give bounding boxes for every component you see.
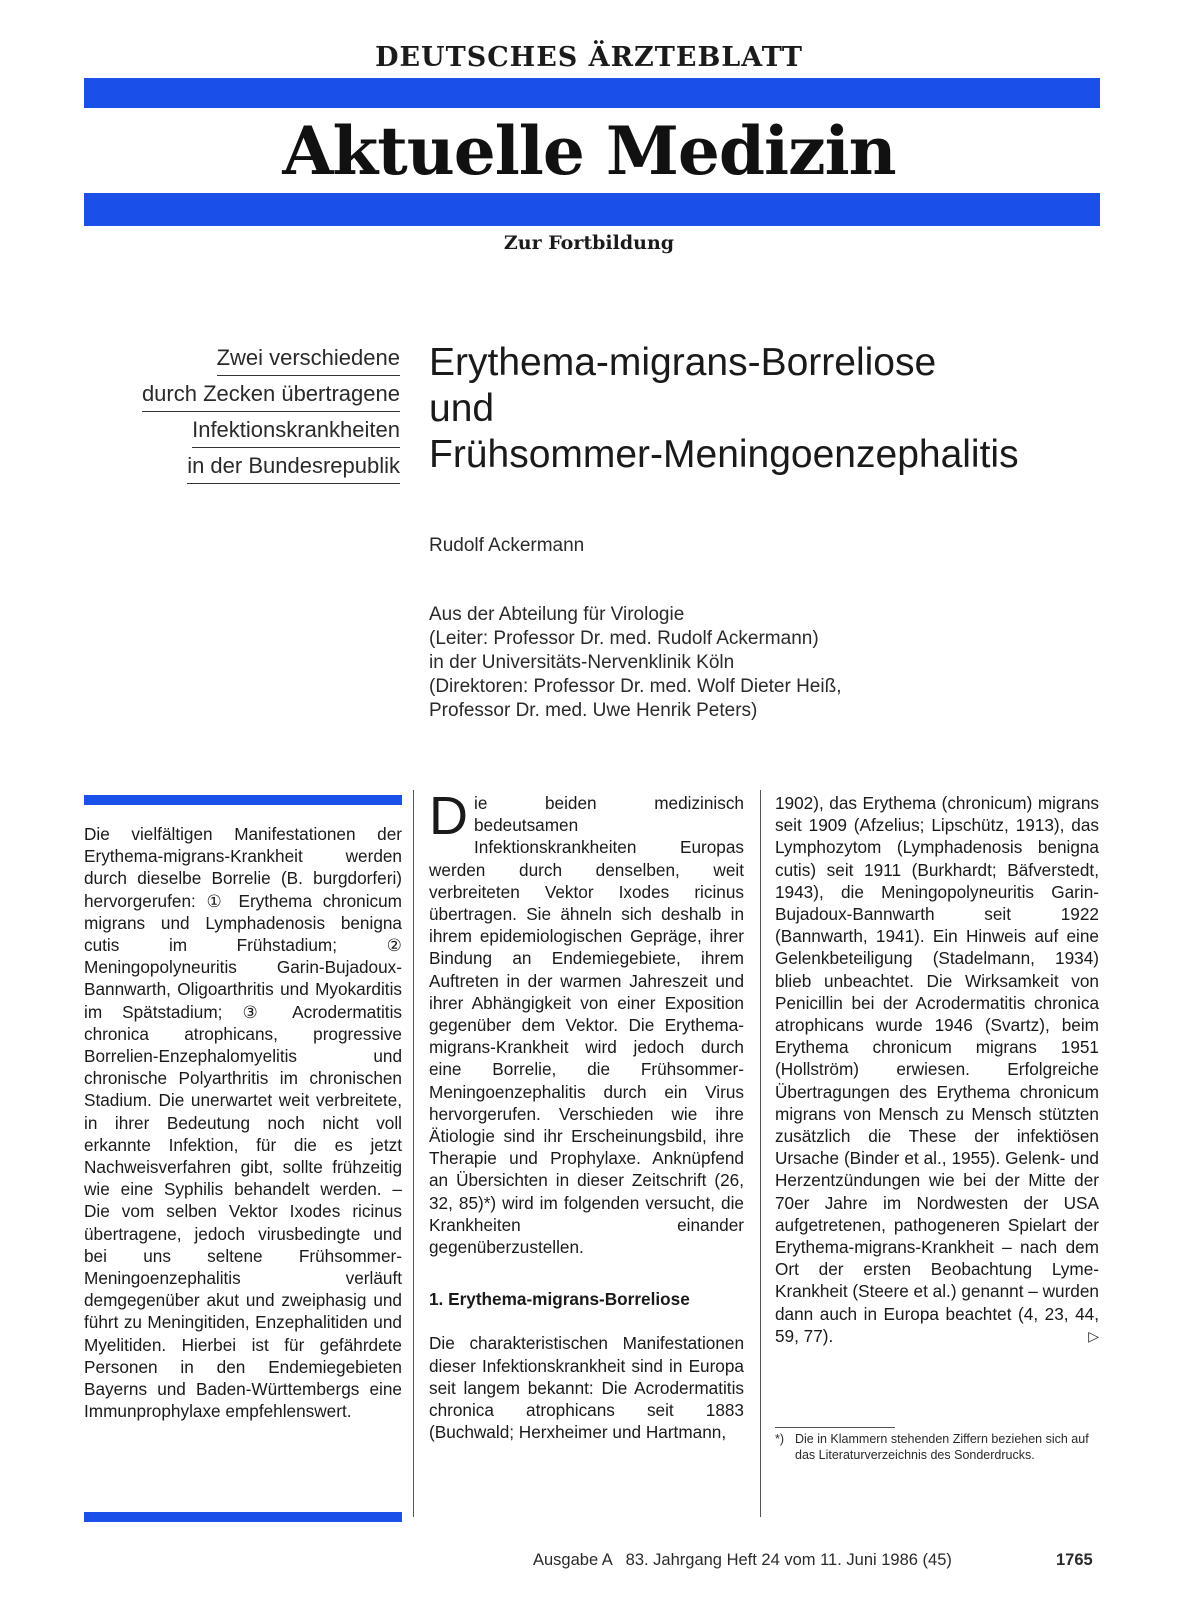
page-number: 1765 bbox=[1056, 1551, 1093, 1569]
number-three-symbol: ③ bbox=[242, 1001, 274, 1022]
abstract-text: Erythema chronicum migrans und Lymphadenosis benigna cutis im Frühstadium; bbox=[84, 890, 402, 956]
body-paragraph: Die charakteristischen Manifestationen dieser Infektionskrankheit sind in Europa seit langem bekannt: Die Acrodermatitis chronica atrophicans seit 1883 (Buchwald; Herxheimer und Hartmann, bbox=[429, 1333, 744, 1443]
column-rule bbox=[760, 790, 761, 1517]
intro-paragraph bbox=[429, 786, 744, 1258]
continue-arrow-icon: ▷ bbox=[1088, 1327, 1099, 1344]
footnote bbox=[775, 1431, 1099, 1463]
footnote-rule bbox=[775, 1427, 895, 1428]
article-title bbox=[429, 340, 1129, 478]
journal-name: DEUTSCHES ÄRZTEBLATT bbox=[375, 42, 803, 73]
kicker-line: durch Zecken übertragene bbox=[142, 376, 400, 412]
affiliation-line: (Leiter: Professor Dr. med. Rudolf Ackermann) bbox=[429, 628, 819, 649]
abstract-text: Acrodermatitis chronica atrophicans, progressive Borrelien-Enzephalomyelitis und chronische Polyarthritis im chronischen Stadium. Die unerwartet weit verbreitete, in ihrer Bedeutung noch nicht voll erkannte Infektion, für die es jetzt Nachweisverfahren gibt, sollte frühzeitig wie eine Syphilis behandelt werden. – Die vom selben Vektor Ixodes ricinus übertragene, jedoch virusbedingte und bei uns seltene Frühsommer-Meningoenzephalitis verläuft demgegenüber akut und zweiphasig und führt zu Meningitiden, Enzephalitiden und Myelitiden. Hierbei ist für gefährdete Personen in den Endemiegebieten Bayerns und Baden-Württembergs eine Immunprophylaxe empfehlenswert. bbox=[84, 1001, 402, 1422]
body-column-1 bbox=[429, 786, 744, 1443]
abstract-text: Meningopolyneuritis Garin-Bujadoux-Bannwarth, Oligoarthritis und Myokarditis im Spätstadium; bbox=[84, 957, 402, 1022]
affiliation-line: Professor Dr. med. Uwe Henrik Peters) bbox=[429, 700, 758, 721]
body-paragraph bbox=[775, 792, 1099, 1347]
section-heading: 1. Erythema-migrans-Borreliose bbox=[429, 1289, 690, 1310]
intro-text: ie beiden medizinisch bedeutsamen Infektionskrankheiten Europas werden durch denselben, weit verbreiteten Vektor Ixodes ricinus übertragen. Sie ähneln sich deshalb in ihrem epidemiologischen Gepräge, ihrer Bindung an Endemiegebiete, ihrem Auftreten in der warmen Jahreszeit und ihrer Abhängigkeit von einer Exposition gegenüber dem Vektor. Die Erythema-migrans-Krankheit wird jedoch durch eine Borrelie, die Frühsommer-Meningoenzephalitis durch ein Virus hervorgerufen. Verschieden wie ihre Ätiologie sind ihr Erscheinungsbild, ihre Therapie und Prophylaxe. Anknüpfend an Übersichten in dieser Zeitschrift (26, 32, 85)*) wird im folgenden versucht, die Krankheiten einander gegenüberzustellen. bbox=[429, 793, 744, 1258]
title-line: Frühsommer-Meningoenzephalitis bbox=[429, 433, 1019, 476]
affiliation-line: Aus der Abteilung für Virologie bbox=[429, 604, 685, 625]
number-one-symbol: ① bbox=[206, 890, 228, 911]
kicker-line: Zwei verschiedene bbox=[217, 340, 400, 376]
kicker-line: Infektionskrankheiten bbox=[192, 412, 400, 448]
affiliation-line: (Direktoren: Professor Dr. med. Wolf Dieter Heiß, bbox=[429, 676, 842, 697]
footnote-mark: *) bbox=[775, 1432, 785, 1446]
section-title: Aktuelle Medizin bbox=[282, 112, 896, 190]
abstract bbox=[84, 823, 402, 1422]
abstract-bar-bottom bbox=[84, 1512, 402, 1522]
header-band-top bbox=[84, 78, 1100, 108]
footnote-text: Die in Klammern stehenden Ziffern beziehen sich auf das Literaturverzeichnis des Sonderdrucks. bbox=[795, 1432, 1089, 1462]
rubric: Zur Fortbildung bbox=[503, 232, 675, 254]
affiliation bbox=[429, 603, 841, 723]
abstract-text: Die vielfältigen Manifestationen der Erythema-migrans-Krankheit werden durch dieselbe Borrelie (B. burgdorferi) hervorgerufen: bbox=[84, 824, 402, 911]
body-column-2 bbox=[775, 792, 1099, 1347]
title-line: Erythema-migrans-Borreliose bbox=[429, 341, 937, 384]
title-line: und bbox=[429, 387, 495, 430]
affiliation-line: in der Universitäts-Nervenklinik Köln bbox=[429, 652, 735, 673]
abstract-bar-top bbox=[84, 795, 402, 805]
kicker bbox=[70, 340, 400, 484]
body-text: 1902), das Erythema (chronicum) migrans seit 1909 (Afzelius; Lipschütz, 1913), das Lymphozytom (Lymphadenosis benigna cutis) seit 1911 (Burkhardt; Bäfverstedt, 1943), die Meningopolyneuritis Garin-Bujadoux-Bannwarth seit 1922 (Bannwarth, 1941). Ein Hinweis auf eine Gelenkbeteiligung (Stadelmann, 1934) blieb unbeachtet. Die Wirksamkeit von Penicillin bei der Acrodermatitis chronica atrophicans wurde 1946 (Svartz), beim Erythema chronicum migrans 1951 (Hollström) erwiesen. Erfolgreiche Übertragungen des Erythema chronicum migrans von Mensch zu Mensch stützten zusätzlich die These der infektiösen Ursache (Binder et al., 1955). Gelenk- und Herzentzündungen wie bei der Mitte der 70er Jahre im Nordwesten der USA aufgetretenen, pathogeneren Spielart der Erythema-migrans-Krankheit – nach dem Ort der ersten Beobachtung Lyme-Krankheit (Steere et al.) genannt – wurden dann auch in Europa beachtet (4, 23, 44, 59, 77). bbox=[775, 793, 1099, 1346]
issue-info: Ausgabe A 83. Jahrgang Heft 24 vom 11. Juni 1986 (45) bbox=[533, 1551, 952, 1569]
author: Rudolf Ackermann bbox=[429, 535, 585, 556]
column-rule bbox=[413, 790, 414, 1517]
kicker-line: in der Bundesrepublik bbox=[187, 448, 400, 484]
number-two-symbol: ② bbox=[386, 935, 402, 956]
drop-cap: D bbox=[429, 786, 468, 846]
header-band-bottom bbox=[84, 193, 1100, 226]
